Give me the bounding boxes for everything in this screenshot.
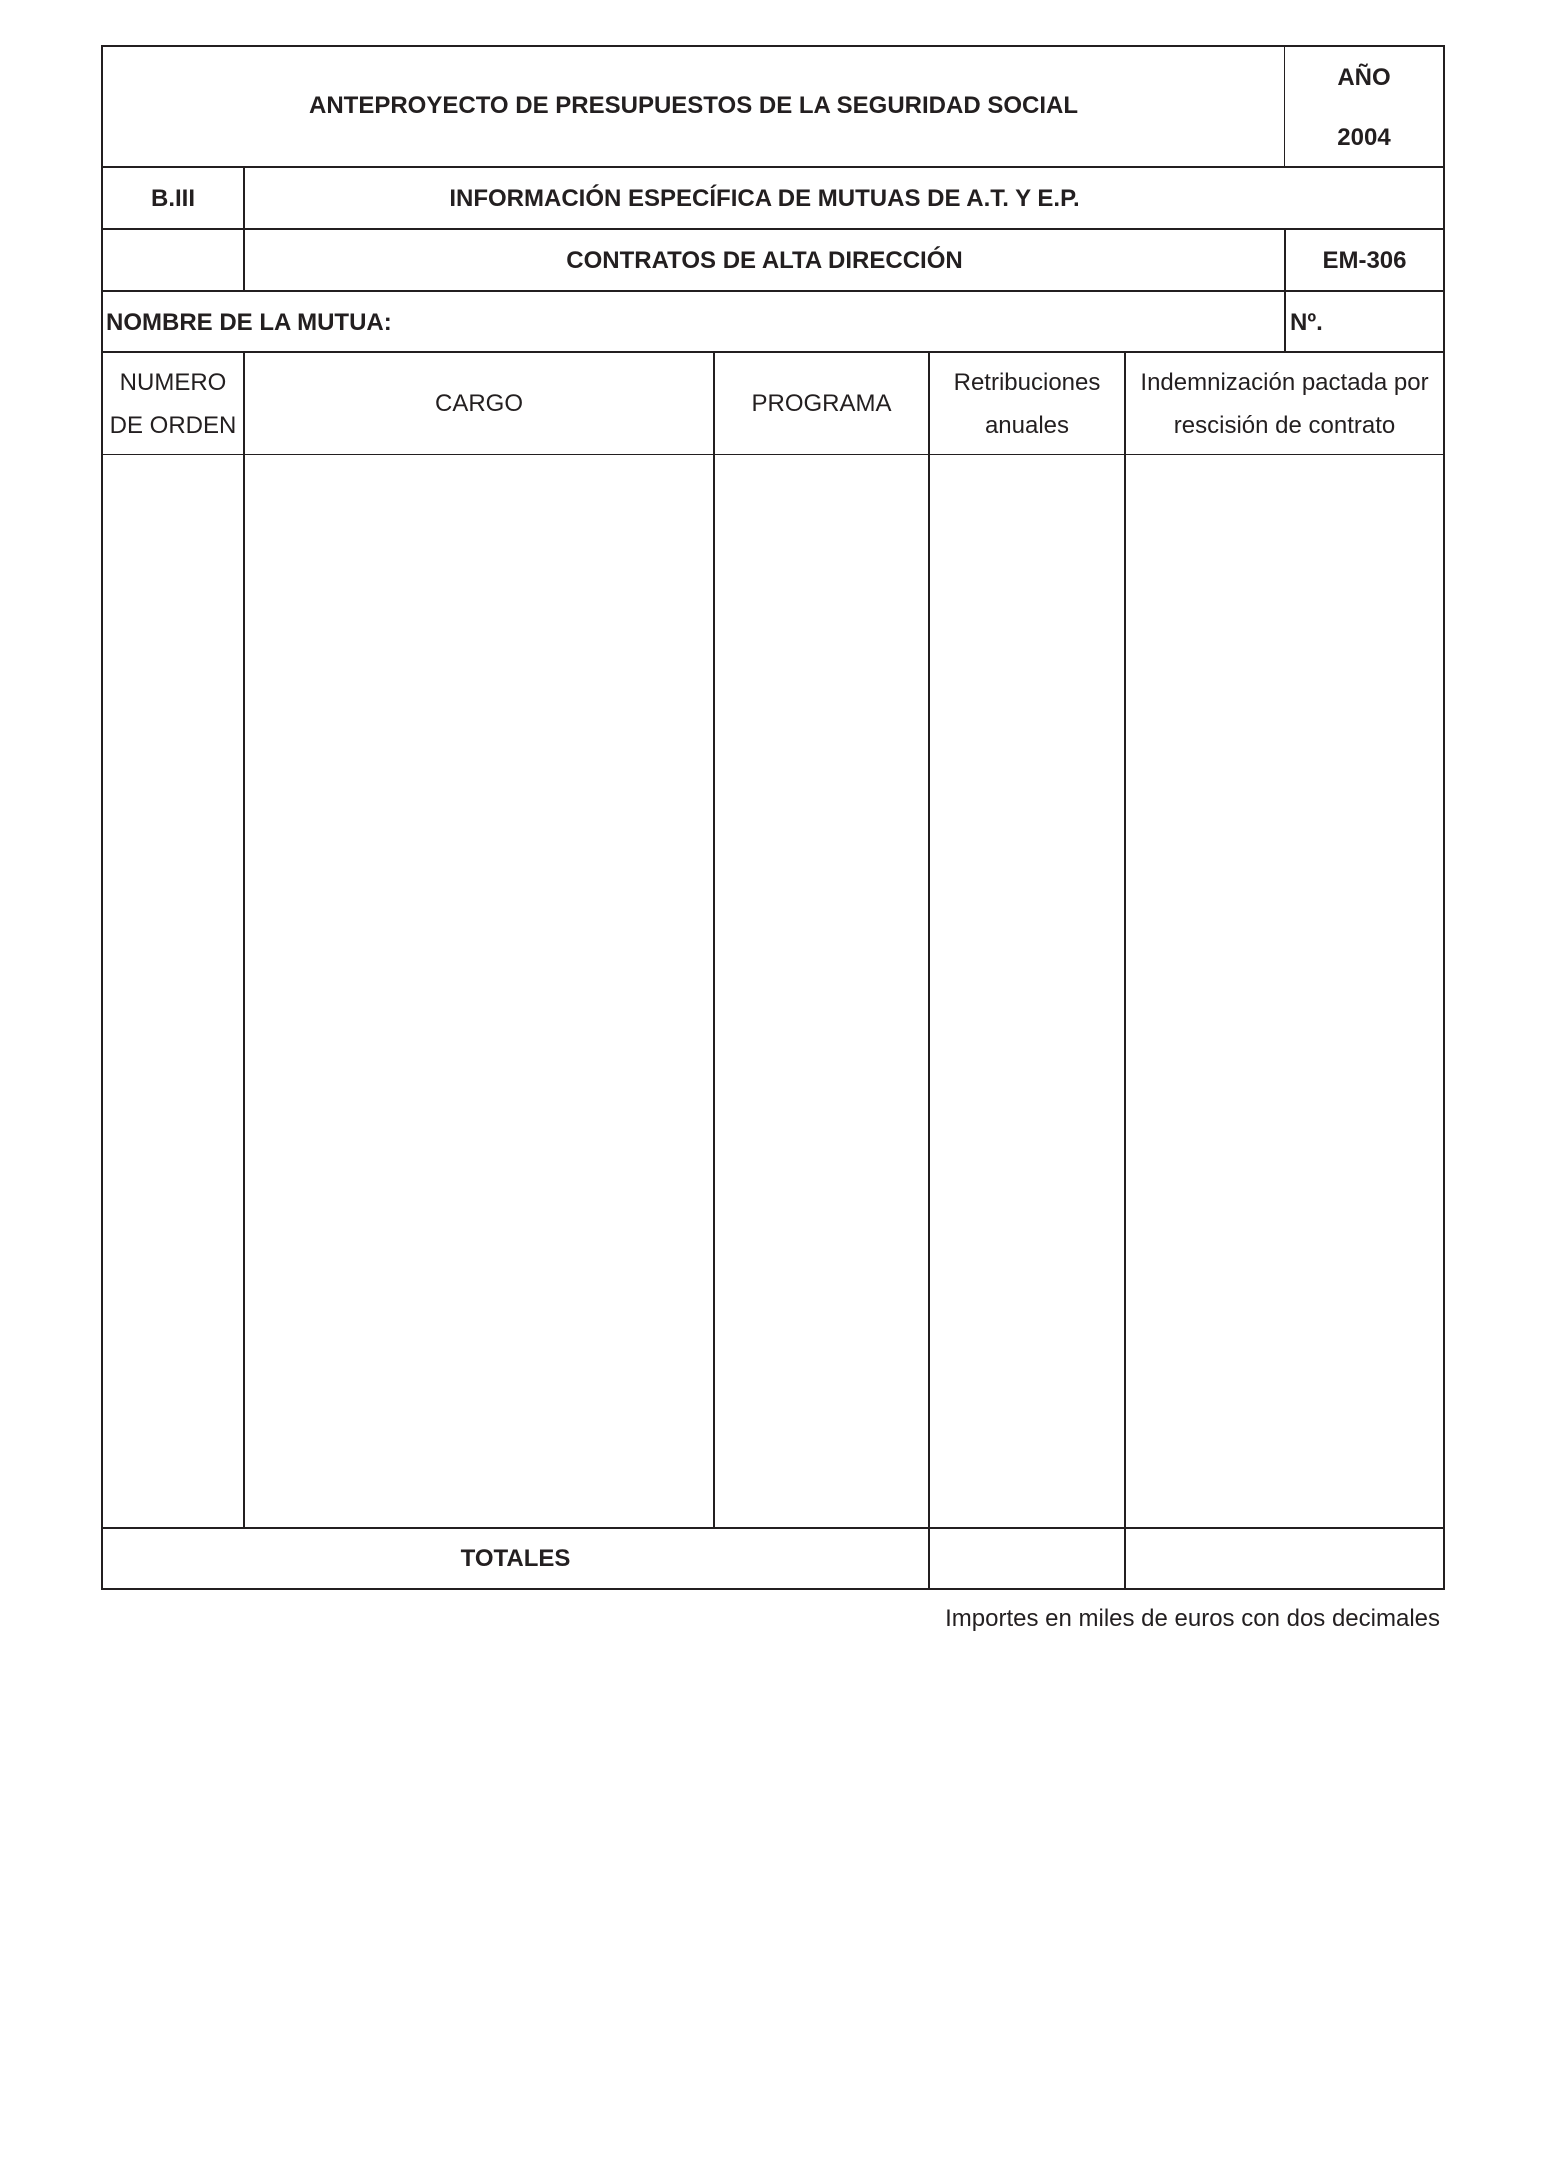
column-header-line: rescisión de contrato bbox=[1173, 412, 1396, 439]
data-cell-programa[interactable] bbox=[715, 456, 928, 1527]
totals-label: TOTALES bbox=[460, 1545, 571, 1572]
section-code: B.III bbox=[150, 185, 195, 212]
column-header-retribuciones bbox=[930, 361, 1124, 447]
mutua-number-label: Nº. bbox=[1290, 309, 1323, 336]
data-cell-indemnizacion[interactable] bbox=[1126, 456, 1443, 1527]
column-header-programa: PROGRAMA bbox=[751, 390, 892, 417]
column-header-line: Retribuciones bbox=[953, 369, 1101, 396]
year-value: 2004 bbox=[1337, 124, 1391, 151]
column-header-line: DE ORDEN bbox=[109, 412, 237, 439]
column-header-line: NUMERO bbox=[119, 369, 227, 396]
data-cell-numero-orden[interactable] bbox=[103, 456, 243, 1527]
column-header-cargo: CARGO bbox=[434, 390, 523, 417]
form-title: CONTRATOS DE ALTA DIRECCIÓN bbox=[566, 247, 963, 274]
mutua-name-label: NOMBRE DE LA MUTUA: bbox=[106, 309, 392, 336]
rule-after-mutua bbox=[101, 351, 1445, 353]
column-header-indemnizacion bbox=[1126, 361, 1443, 447]
rule-after-header bbox=[101, 166, 1445, 168]
column-header-line: Indemnización pactada por bbox=[1140, 369, 1429, 396]
data-cell-retribuciones[interactable] bbox=[930, 456, 1124, 1527]
rule-after-section bbox=[101, 228, 1445, 230]
rule-outer-right bbox=[1443, 45, 1445, 1590]
rule-top bbox=[101, 45, 1445, 47]
total-cell-retribuciones[interactable] bbox=[930, 1529, 1124, 1588]
form-code: EM-306 bbox=[1322, 247, 1407, 274]
section-title: INFORMACIÓN ESPECÍFICA DE MUTUAS DE A.T. Y E.P. bbox=[449, 185, 1080, 212]
data-cell-cargo[interactable] bbox=[245, 456, 713, 1527]
column-header-line: anuales bbox=[984, 412, 1070, 439]
document-title: ANTEPROYECTO DE PRESUPUESTOS DE LA SEGURIDAD SOCIAL bbox=[309, 92, 1078, 119]
amounts-note: Importes en miles de euros con dos decimales bbox=[945, 1605, 1440, 1632]
rule-after-col-headers bbox=[101, 454, 1445, 455]
column-header-numero-orden bbox=[103, 361, 243, 447]
total-cell-indemnizacion[interactable] bbox=[1126, 1529, 1443, 1588]
rule-after-form-title bbox=[101, 290, 1445, 292]
rule-bottom bbox=[101, 1588, 1445, 1590]
year-label: AÑO bbox=[1337, 64, 1391, 91]
